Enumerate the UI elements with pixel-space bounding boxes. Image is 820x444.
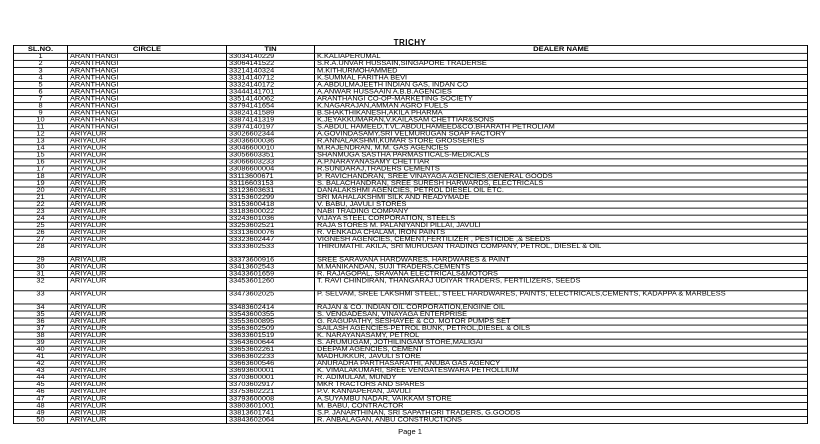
tin-cell: 33514140062 xyxy=(227,96,315,103)
tin-cell: 33153600418 xyxy=(227,201,315,208)
circle-cell: ARIYALUR xyxy=(68,208,227,215)
sl-no-cell: 31 xyxy=(14,271,68,278)
sl-no-cell: 45 xyxy=(14,381,68,388)
sl-no-cell: 4 xyxy=(14,74,68,81)
circle-cell: ARIYALUR xyxy=(68,332,227,339)
dealer-name-cell: K. VIMALAKUMARI, SREE VENGATESWARA PETROLLIUM xyxy=(315,367,808,374)
tin-cell: 33444141701 xyxy=(227,89,315,96)
column-header-tin: TIN xyxy=(227,45,315,53)
tin-cell: 33036600036 xyxy=(227,138,315,145)
sl-no-cell: 24 xyxy=(14,215,68,222)
circle-cell: ARANTHANGI xyxy=(68,60,227,67)
circle-cell: ARIYALUR xyxy=(68,201,227,208)
tin-cell: 33793600008 xyxy=(227,395,315,402)
tin-cell: 33333602533 xyxy=(227,243,315,256)
tin-cell: 33313600076 xyxy=(227,229,315,236)
dealer-name-cell: V. BABU, JAVULI STORES xyxy=(315,201,808,208)
circle-cell: ARIYALUR xyxy=(68,256,227,263)
sl-no-cell: 39 xyxy=(14,339,68,346)
circle-cell: ARIYALUR xyxy=(68,311,227,318)
dealer-name-cell: MKR TRACTORS AND SPARES xyxy=(315,381,808,388)
tin-cell: 33643600644 xyxy=(227,339,315,346)
sl-no-cell: 17 xyxy=(14,166,68,173)
dealer-name-cell: R. RAJAGOPAL, SRAVANA ELECTRICALS&MOTORS xyxy=(315,271,808,278)
circle-cell: ARIYALUR xyxy=(68,145,227,152)
dealer-name-cell: T. RAVI CHINDIRAN, THANGARAJ UDIYAR TRADERS, FERTILIZERS, SEEDS xyxy=(315,278,808,291)
dealer-name-cell: M. BABU, CONTRACTOR xyxy=(315,402,808,409)
circle-cell: ARIYALUR xyxy=(68,243,227,256)
sl-no-cell: 26 xyxy=(14,229,68,236)
tin-cell: 33543600355 xyxy=(227,311,315,318)
tin-cell: 33693600001 xyxy=(227,367,315,374)
sl-no-cell: 14 xyxy=(14,145,68,152)
page-title: TRICHY xyxy=(393,38,427,47)
circle-cell: ARIYALUR xyxy=(68,388,227,395)
sl-no-cell: 6 xyxy=(14,89,68,96)
dealer-name-cell: K.NAGARAJAN,AMMAN AGRO FUELS xyxy=(315,103,808,110)
tin-cell: 33056603351 xyxy=(227,152,315,159)
circle-cell: ARANTHANGI xyxy=(68,89,227,96)
sl-no-cell: 15 xyxy=(14,152,68,159)
sl-no-cell: 7 xyxy=(14,96,68,103)
dealer-name-cell: MADHUKKUR, JAVULI STORE xyxy=(315,353,808,360)
tin-cell: 33653602261 xyxy=(227,346,315,353)
circle-cell: ARANTHANGI xyxy=(68,96,227,103)
dealer-name-cell: DEEPAM AGENCIES, CEMENT xyxy=(315,346,808,353)
tin-cell: 33703602917 xyxy=(227,381,315,388)
circle-cell: ARIYALUR xyxy=(68,278,227,291)
tin-cell: 33153602299 xyxy=(227,194,315,201)
tin-cell: 33413602543 xyxy=(227,264,315,271)
tin-cell: 33753602221 xyxy=(227,388,315,395)
circle-cell: ARIYALUR xyxy=(68,325,227,332)
circle-cell: ARIYALUR xyxy=(68,166,227,173)
circle-cell: ARIYALUR xyxy=(68,353,227,360)
table-row xyxy=(14,201,808,208)
sl-no-cell: 43 xyxy=(14,367,68,374)
circle-cell: ARIYALUR xyxy=(68,131,227,138)
dealer-name-cell: VIJAYA STEEL CORPORATION, STEELS xyxy=(315,215,808,222)
circle-cell: ARIYALUR xyxy=(68,291,227,304)
circle-cell: ARIYALUR xyxy=(68,180,227,187)
circle-cell: ARIYALUR xyxy=(68,159,227,166)
dealer-name-cell: P. SELVAM, SREE LAKSHMI STEEL, STEEL HARDWARES, PAINTS, ELECTRICALS,CEMENTS, KADAPPA & MARBLESS xyxy=(315,291,808,304)
tin-cell: 33123603631 xyxy=(227,187,315,194)
tin-cell: 33314140712 xyxy=(227,74,315,81)
tin-cell: 33066603233 xyxy=(227,159,315,166)
dealer-name-cell: RAJA STORES M. PALANIYANDI PILLAI, JAVULI xyxy=(315,222,808,229)
column-header-dealer-name: DEALER NAME xyxy=(315,45,808,53)
tin-cell: 33473602025 xyxy=(227,291,315,304)
sl-no-cell: 19 xyxy=(14,180,68,187)
tin-cell: 33064141522 xyxy=(227,60,315,67)
sl-no-cell: 50 xyxy=(14,417,68,424)
circle-cell: ARIYALUR xyxy=(68,374,227,381)
circle-cell: ARIYALUR xyxy=(68,304,227,311)
sl-no-cell: 36 xyxy=(14,318,68,325)
sl-no-cell: 10 xyxy=(14,117,68,124)
dealer-name-cell: K. NARAYANASAMY, PETROL xyxy=(315,332,808,339)
tin-cell: 33253602521 xyxy=(227,222,315,229)
dealer-name-cell: A.ABDULMAJEETH INDIAN GAS, INDAN CO xyxy=(315,81,808,88)
sl-no-cell: 37 xyxy=(14,325,68,332)
table-row xyxy=(14,60,808,67)
tin-cell: 33703600001 xyxy=(227,374,315,381)
tin-cell: 33116603153 xyxy=(227,180,315,187)
circle-cell: ARANTHANGI xyxy=(68,74,227,81)
sl-no-cell: 21 xyxy=(14,194,68,201)
tin-cell: 33373600916 xyxy=(227,256,315,263)
sl-no-cell: 44 xyxy=(14,374,68,381)
sl-no-cell: 23 xyxy=(14,208,68,215)
tin-cell: 33974140197 xyxy=(227,124,315,131)
dealer-name-cell: M.MANIKANDAN, SUJI TRADERS,CEMENTS xyxy=(315,264,808,271)
dealer-name-cell: P.V. KANNAPERAN, JAVULI xyxy=(315,388,808,395)
circle-cell: ARIYALUR xyxy=(68,152,227,159)
column-header-sl-no: SL.NO. xyxy=(14,45,68,53)
dealer-name-cell: SREE SARAVANA HARDWARES, HARDWARES & PAINT xyxy=(315,256,808,263)
table-header-row xyxy=(14,45,808,53)
circle-cell: ARIYALUR xyxy=(68,229,227,236)
dealer-name-cell: G. RAGUPATHY, SESHAYEE & CO. MOTOR PUMPS SET xyxy=(315,318,808,325)
table-row xyxy=(14,395,808,402)
dealer-name-cell: M.RAJENDRAN, M.M. GAS AGENCIES xyxy=(315,145,808,152)
dealer-name-cell: S. BALACHANDRAN, SREE SURESH HARWARDS, ELECTRICALS xyxy=(315,180,808,187)
tin-cell: 33113600671 xyxy=(227,173,315,180)
tin-cell: 33086600004 xyxy=(227,166,315,173)
circle-cell: ARIYALUR xyxy=(68,417,227,424)
tin-cell: 33323602447 xyxy=(227,236,315,243)
table-row xyxy=(14,194,808,201)
circle-cell: ARIYALUR xyxy=(68,318,227,325)
tin-cell: 33183600022 xyxy=(227,208,315,215)
tin-cell: 33843602064 xyxy=(227,417,315,424)
circle-cell: ARIYALUR xyxy=(68,395,227,402)
dealer-name-cell: THIRUMATHI. AKILA, SRI MURUGAN TRADING COMPANY, PETROL, DIESEL & OIL xyxy=(315,243,808,256)
sl-no-cell: 32 xyxy=(14,278,68,291)
circle-cell: ARANTHANGI xyxy=(68,124,227,131)
dealer-name-cell: R. VENKADA CHALAM, IRON PAINTS xyxy=(315,229,808,236)
circle-cell: ARANTHANGI xyxy=(68,67,227,74)
dealer-name-cell: ANURADHA PARTHASARATHI, ANUBA GAS AGENCY xyxy=(315,360,808,367)
dealer-name-cell: A.GOVINDASAMY,SRI VELMURUGAN SOAP FACTORY xyxy=(315,131,808,138)
circle-cell: ARIYALUR xyxy=(68,367,227,374)
dealer-name-cell: B.SHAKTHIKANESH,AKILA PHARMA xyxy=(315,110,808,117)
sl-no-cell: 3 xyxy=(14,67,68,74)
circle-cell: ARIYALUR xyxy=(68,138,227,145)
sl-no-cell: 29 xyxy=(14,256,68,263)
tin-cell: 33243601036 xyxy=(227,215,315,222)
tin-cell: 33663602233 xyxy=(227,353,315,360)
circle-cell: ARIYALUR xyxy=(68,173,227,180)
sl-no-cell: 49 xyxy=(14,409,68,416)
tin-cell: 33034140229 xyxy=(227,53,315,60)
dealer-name-cell: K.SUMMAL FARITHA BEVI xyxy=(315,74,808,81)
dealer-name-cell: SRI MAHALAKSHMI SILK AND READYMADE xyxy=(315,194,808,201)
table-row xyxy=(14,367,808,374)
sl-no-cell: 46 xyxy=(14,388,68,395)
circle-cell: ARANTHANGI xyxy=(68,103,227,110)
sl-no-cell: 38 xyxy=(14,332,68,339)
sl-no-cell: 25 xyxy=(14,222,68,229)
dealer-name-cell: R.ANNALAKSHMI,KUMAR STORE GROSSERIES xyxy=(315,138,808,145)
page-footer: Page 1 xyxy=(398,427,422,436)
column-header-circle: CIRCLE xyxy=(68,45,227,53)
sl-no-cell: 35 xyxy=(14,311,68,318)
table-row xyxy=(14,417,808,424)
circle-cell: ARIYALUR xyxy=(68,339,227,346)
sl-no-cell: 13 xyxy=(14,138,68,145)
circle-cell: ARIYALUR xyxy=(68,215,227,222)
tin-cell: 33453601260 xyxy=(227,278,315,291)
dealer-name-cell: A.ANWAR HUSSAAIN A.B.B.AGENCIES xyxy=(315,89,808,96)
tin-cell: 33794141654 xyxy=(227,103,315,110)
tin-cell: 33046600010 xyxy=(227,145,315,152)
sl-no-cell: 18 xyxy=(14,173,68,180)
table-row xyxy=(14,67,808,74)
circle-cell: ARIYALUR xyxy=(68,264,227,271)
circle-cell: ARIYALUR xyxy=(68,271,227,278)
sl-no-cell: 5 xyxy=(14,81,68,88)
table-body xyxy=(14,53,808,423)
sl-no-cell: 30 xyxy=(14,264,68,271)
sl-no-cell: 42 xyxy=(14,360,68,367)
dealer-name-cell: M.KITHURMOHAMMED xyxy=(315,67,808,74)
dealer-name-cell: DANALAKSHMI AGENCIES, PETROL DIESEL OIL ETC. xyxy=(315,187,808,194)
dealer-table xyxy=(13,45,808,424)
sl-no-cell: 48 xyxy=(14,402,68,409)
tin-cell: 33824141589 xyxy=(227,110,315,117)
dealer-name-cell: S.R.A.UNVAR HUSSAIN,SINGAPORE TRADERSE xyxy=(315,60,808,67)
circle-cell: ARIYALUR xyxy=(68,402,227,409)
circle-cell: ARIYALUR xyxy=(68,236,227,243)
sl-no-cell: 2 xyxy=(14,60,68,67)
sl-no-cell: 22 xyxy=(14,201,68,208)
circle-cell: ARANTHANGI xyxy=(68,117,227,124)
dealer-name-cell: SAILASH AGENCIES-PETROL BUNK, PETROL,DIESEL & OILS xyxy=(315,325,808,332)
tin-cell: 33553600895 xyxy=(227,318,315,325)
sl-no-cell: 8 xyxy=(14,103,68,110)
dealer-name-cell: A.P.NARAYANASAMY CHETTIAR xyxy=(315,159,808,166)
circle-cell: ARANTHANGI xyxy=(68,81,227,88)
circle-cell: ARIYALUR xyxy=(68,360,227,367)
tin-cell: 33433601659 xyxy=(227,271,315,278)
tin-cell: 33026602344 xyxy=(227,131,315,138)
tin-cell: 33483602414 xyxy=(227,304,315,311)
dealer-name-cell: R. ANBALAGAN, ANBU CONSTRUCTIONS xyxy=(315,417,808,424)
circle-cell: ARIYALUR xyxy=(68,409,227,416)
sl-no-cell: 16 xyxy=(14,159,68,166)
dealer-name-cell: NABI TRADING COMPANY xyxy=(315,208,808,215)
dealer-name-cell: K.JEYAKKUMARAN,V.KAILASAM CHETTIAR&SONS xyxy=(315,117,808,124)
dealer-name-cell: ARANTHANGI CO-OP-MARKETING SOCIETY xyxy=(315,96,808,103)
dealer-name-cell: S. VENGADESAN, VINAYAGA ENTERPRISE xyxy=(315,311,808,318)
dealer-name-cell: P. RAVICHANDRAN, SREE VINAYAGA AGENCIES,GENERAL GOODS xyxy=(315,173,808,180)
tin-cell: 33803601001 xyxy=(227,402,315,409)
sl-no-cell: 34 xyxy=(14,304,68,311)
dealer-name-cell: S.ABDUL HAMEED,T.VL.ABDULHAMEED&CO.BHARATH PETROLIAM xyxy=(315,124,808,131)
dealer-name-cell: VIGNESH AGENCIES, CEMENT,FERTILIZER , PESTICIDE ,& SEEDS xyxy=(315,236,808,243)
dealer-name-cell: S. ARUMUGAM, JOTHILINGAM STORE,MALIGAI xyxy=(315,339,808,346)
tin-cell: 33663600546 xyxy=(227,360,315,367)
circle-cell: ARIYALUR xyxy=(68,187,227,194)
circle-cell: ARANTHANGI xyxy=(68,110,227,117)
circle-cell: ARANTHANGI xyxy=(68,53,227,60)
tin-cell: 33633601519 xyxy=(227,332,315,339)
sl-no-cell: 1 xyxy=(14,53,68,60)
dealer-name-cell: RAJAN & CO. INDIAN OIL CORPORATION,ENGINE OIL xyxy=(315,304,808,311)
sl-no-cell: 11 xyxy=(14,124,68,131)
tin-cell: 33324140172 xyxy=(227,81,315,88)
circle-cell: ARIYALUR xyxy=(68,194,227,201)
sl-no-cell: 40 xyxy=(14,346,68,353)
circle-cell: ARIYALUR xyxy=(68,381,227,388)
tin-cell: 33214140324 xyxy=(227,67,315,74)
sl-no-cell: 33 xyxy=(14,291,68,304)
sl-no-cell: 27 xyxy=(14,236,68,243)
tin-cell: 33813601741 xyxy=(227,409,315,416)
sl-no-cell: 28 xyxy=(14,243,68,256)
dealer-name-cell: K.KALIAPERUMAL xyxy=(315,53,808,60)
dealer-name-cell: R. ADIMULAM, MUNDY xyxy=(315,374,808,381)
sl-no-cell: 12 xyxy=(14,131,68,138)
sl-no-cell: 9 xyxy=(14,110,68,117)
tin-cell: 33563602509 xyxy=(227,325,315,332)
sl-no-cell: 20 xyxy=(14,187,68,194)
dealer-name-cell: R.SUNDARAJ,TRADERS CEMENTS xyxy=(315,166,808,173)
sl-no-cell: 41 xyxy=(14,353,68,360)
circle-cell: ARIYALUR xyxy=(68,346,227,353)
sl-no-cell: 47 xyxy=(14,395,68,402)
dealer-name-cell: SHANMUGA SASTHA PARMASTICALS-MEDICALS xyxy=(315,152,808,159)
tin-cell: 33874141319 xyxy=(227,117,315,124)
dealer-name-cell: A.SUYAMBU NADAR, VAIKKAM STORE xyxy=(315,395,808,402)
circle-cell: ARIYALUR xyxy=(68,222,227,229)
dealer-name-cell: S.P. JANARTHINAN, SRI SAPATHGRI TRADERS, G.GOODS xyxy=(315,409,808,416)
